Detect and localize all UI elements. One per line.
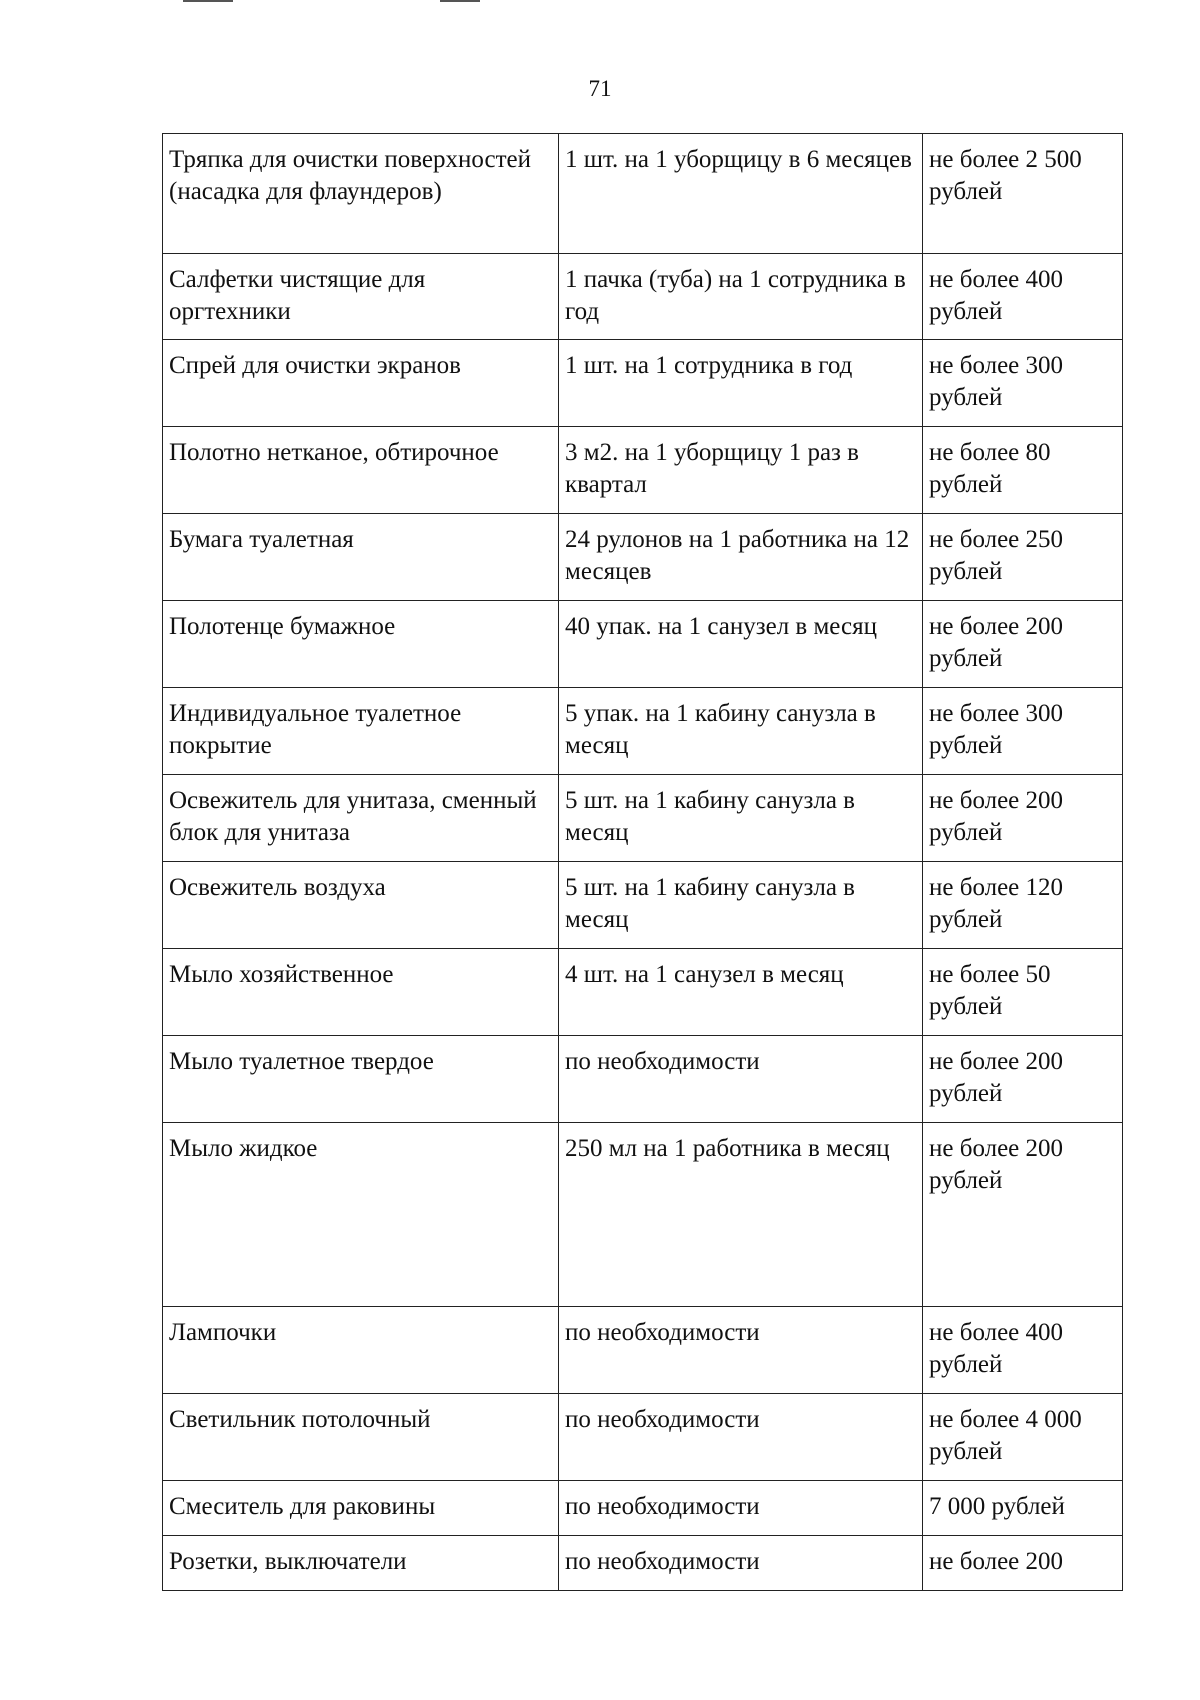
item-name-cell: Тряпка для очистки поверхностей (насадка для флаундеров) [163, 134, 559, 254]
item-name-cell: Мыло туалетное твердое [163, 1036, 559, 1123]
item-name-cell: Смеситель для раковины [163, 1481, 559, 1536]
table-row [163, 688, 1123, 775]
price-cell: не более 80 рублей [923, 427, 1123, 514]
table-row [163, 1394, 1123, 1481]
price-cell: не более 4 000 рублей [923, 1394, 1123, 1481]
norm-cell: 5 упак. на 1 кабину санузла в месяц [559, 688, 923, 775]
price-cell: не более 400 рублей [923, 254, 1123, 340]
norm-cell: 1 шт. на 1 сотрудника в год [559, 340, 923, 427]
price-cell: не более 2 500 рублей [923, 134, 1123, 254]
item-name-cell: Освежитель для унитаза, сменный блок для унитаза [163, 775, 559, 862]
norm-cell: по необходимости [559, 1481, 923, 1536]
price-cell: не более 300 рублей [923, 340, 1123, 427]
norm-cell: 40 упак. на 1 санузел в месяц [559, 601, 923, 688]
price-cell: 7 000 рублей [923, 1481, 1123, 1536]
norm-cell: по необходимости [559, 1536, 923, 1591]
item-name-cell: Розетки, выключатели [163, 1536, 559, 1591]
norm-cell: 4 шт. на 1 санузел в месяц [559, 949, 923, 1036]
price-cell: не более 250 рублей [923, 514, 1123, 601]
table-row [163, 1481, 1123, 1536]
table-row [163, 775, 1123, 862]
table-row [163, 862, 1123, 949]
price-cell: не более 200 рублей [923, 1123, 1123, 1307]
price-cell: не более 200 [923, 1536, 1123, 1591]
item-name-cell: Мыло хозяйственное [163, 949, 559, 1036]
norm-cell: 5 шт. на 1 кабину санузла в месяц [559, 862, 923, 949]
item-name-cell: Индивидуальное туалетное покрытие [163, 688, 559, 775]
price-cell: не более 120 рублей [923, 862, 1123, 949]
table-row [163, 1536, 1123, 1591]
norm-cell: 3 м2. на 1 уборщицу 1 раз в квартал [559, 427, 923, 514]
norms-table [162, 133, 1123, 1591]
table-row [163, 427, 1123, 514]
item-name-cell: Салфетки чистящие для оргтехники [163, 254, 559, 340]
item-name-cell: Бумага туалетная [163, 514, 559, 601]
table-row [163, 1307, 1123, 1394]
price-cell: не более 200 рублей [923, 601, 1123, 688]
page-number: 71 [588, 76, 612, 101]
item-name-cell: Лампочки [163, 1307, 559, 1394]
table-row [163, 514, 1123, 601]
price-cell: не более 400 рублей [923, 1307, 1123, 1394]
table-row [163, 601, 1123, 688]
price-cell: не более 300 рублей [923, 688, 1123, 775]
scan-artifact-mark [183, 0, 233, 2]
item-name-cell: Светильник потолочный [163, 1394, 559, 1481]
table-row [163, 949, 1123, 1036]
table-row [163, 134, 1123, 254]
item-name-cell: Спрей для очистки экранов [163, 340, 559, 427]
item-name-cell: Полотенце бумажное [163, 601, 559, 688]
price-cell: не более 200 рублей [923, 775, 1123, 862]
norm-cell: 24 рулонов на 1 работника на 12 месяцев [559, 514, 923, 601]
table-row [163, 1123, 1123, 1307]
item-name-cell: Освежитель воздуха [163, 862, 559, 949]
norm-cell: 1 пачка (туба) на 1 сотрудника в год [559, 254, 923, 340]
norm-cell: 1 шт. на 1 уборщицу в 6 месяцев [559, 134, 923, 254]
price-cell: не более 200 рублей [923, 1036, 1123, 1123]
item-name-cell: Мыло жидкое [163, 1123, 559, 1307]
price-cell: не более 50 рублей [923, 949, 1123, 1036]
norm-cell: по необходимости [559, 1394, 923, 1481]
table-row [163, 254, 1123, 340]
scan-artifact-mark [440, 0, 480, 2]
table-row [163, 1036, 1123, 1123]
norm-cell: по необходимости [559, 1307, 923, 1394]
norm-cell: 5 шт. на 1 кабину санузла в месяц [559, 775, 923, 862]
item-name-cell: Полотно нетканое, обтирочное [163, 427, 559, 514]
table-row [163, 340, 1123, 427]
norm-cell: 250 мл на 1 работника в месяц [559, 1123, 923, 1307]
norm-cell: по необходимости [559, 1036, 923, 1123]
